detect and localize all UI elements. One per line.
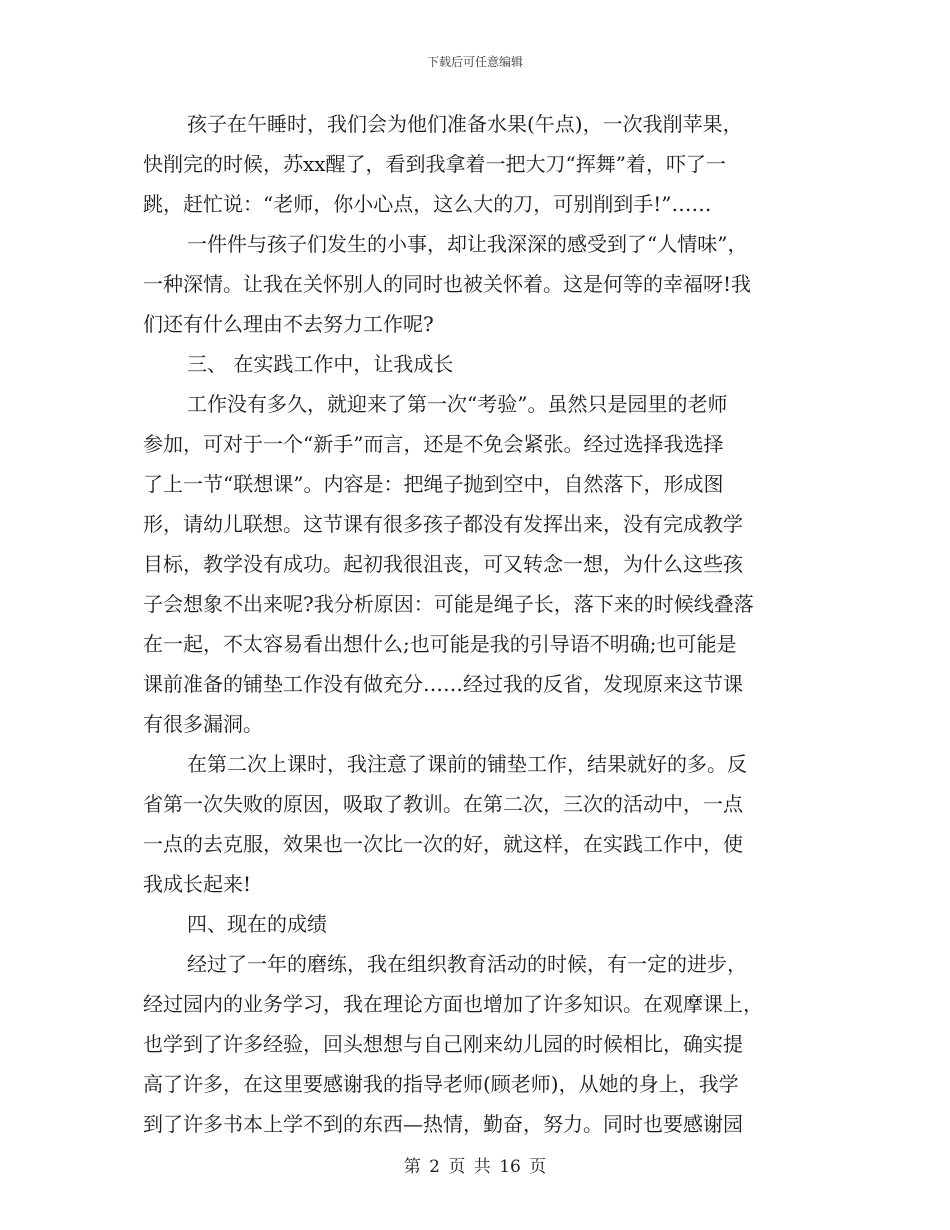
page-header: 下载后可任意编辑 [426,55,523,69]
text-line: 在第二次上课时，我注意了课前的铺垫工作，结果就好的多。反 [187,752,747,776]
text-line: 形，请幼儿联想。这节课有很多孩子都没有发挥出来，没有完成教学 [143,512,743,536]
text-line: 我成长起来! [143,872,252,896]
heading-text: 三、 在实践工作中，让我成长 [187,352,454,376]
text-line: 也学到了许多经验，回头想想与自己刚来幼儿园的时候相比，确实提 [143,1032,743,1056]
text-line: 一种深情。让我在关怀别人的同时也被关怀着。这是何等的幸福呀!我 [143,272,752,296]
text-line: 省第一次失败的原因，吸取了教训。在第二次，三次的活动中，一点 [143,792,743,816]
text-line: 高了许多，在这里要感谢我的指导老师(顾老师)，从她的身上，我学 [143,1072,739,1096]
section-heading [143,904,809,944]
paragraph [143,384,809,744]
text-line: 参加，可对于一个“新手”而言，还是不免会紧张。经过选择我选择 [143,432,724,456]
text-line: 子会想象不出来呢?我分析原因：可能是绳子长，落下来的时候线叠落 [143,592,754,616]
paragraph [143,744,809,904]
text-line: 经过园内的业务学习，我在理论方面也增加了许多知识。在观摩课上， [143,992,763,1016]
text-line: 了上一节“联想课”。内容是：把绳子抛到空中，自然落下，形成图 [143,472,724,496]
text-line: 经过了一年的磨练，我在组织教育活动的时候，有一定的进步， [187,952,747,976]
text-line: 目标，教学没有成功。起初我很沮丧，可又转念一想，为什么这些孩 [143,552,743,576]
text-line: 们还有什么理由不去努力工作呢? [143,312,434,336]
document-body [143,104,809,1144]
text-line: 一点的去克服，效果也一次比一次的好，就这样，在实践工作中，使 [143,832,743,856]
text-line: 快削完的时候，苏xx醒了，看到我拿着一把大刀“挥舞”着，吓了一 [143,152,727,176]
text-line: 在一起，不太容易看出想什么;也可能是我的引导语不明确;也可能是 [143,632,737,656]
text-line: 跳，赶忙说：“老师，你小心点，这么大的刀，可别削到手!”…… [143,192,712,216]
text-line: 工作没有多久，就迎来了第一次“考验”。虽然只是园里的老师 [187,392,728,416]
text-line: 到了许多书本上学不到的东西—热情，勤奋，努力。同时也要感谢园 [143,1112,743,1136]
text-line: 有很多漏洞。 [143,712,263,736]
page-number-footer: 第 2 页 共 16 页 [403,1157,547,1177]
paragraph [143,944,809,1144]
text-line: 孩子在午睡时，我们会为他们准备水果(午点)，一次我削苹果， [187,112,743,136]
heading-text: 四、现在的成绩 [187,912,327,936]
text-line: 课前准备的铺垫工作没有做充分……经过我的反省，发现原来这节课 [143,672,743,696]
paragraph [143,104,809,224]
section-heading [143,344,809,384]
paragraph [143,224,809,344]
text-line: 一件件与孩子们发生的小事，却让我深深的感受到了“人情味”， [187,232,748,256]
